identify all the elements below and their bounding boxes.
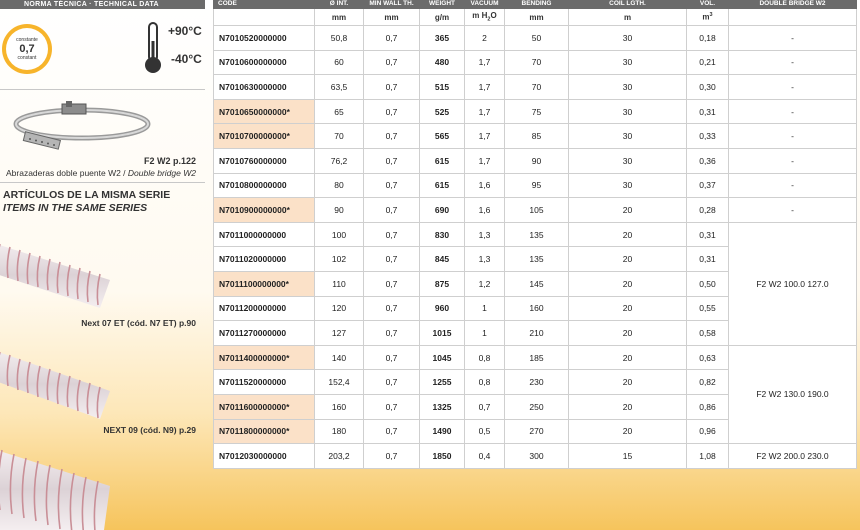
cell-double-bridge: - bbox=[729, 50, 857, 75]
cell-wall: 0,7 bbox=[364, 198, 420, 223]
col-header-int: Ø INT. bbox=[315, 0, 364, 9]
cell-coil: 30 bbox=[569, 99, 687, 124]
cell-bending: 70 bbox=[505, 50, 569, 75]
table-row bbox=[214, 345, 857, 370]
cell-weight: 845 bbox=[420, 247, 465, 272]
unit-cell: m bbox=[569, 9, 687, 26]
cell-coil: 20 bbox=[569, 394, 687, 419]
cell-vacuum: 1,3 bbox=[465, 222, 505, 247]
temperature-min: -40°C bbox=[171, 52, 202, 66]
cell-code: N7010800000000 bbox=[214, 173, 315, 198]
table-row bbox=[214, 50, 857, 75]
table-row bbox=[214, 124, 857, 149]
cell-code: N7010760000000 bbox=[214, 148, 315, 173]
cell-weight: 1850 bbox=[420, 444, 465, 469]
cell-weight: 960 bbox=[420, 296, 465, 321]
cell-weight: 615 bbox=[420, 148, 465, 173]
cell-int: 80 bbox=[315, 173, 364, 198]
cell-code: N7011800000000* bbox=[214, 419, 315, 444]
unit-cell: mm bbox=[505, 9, 569, 26]
cell-code: N7011100000000* bbox=[214, 271, 315, 296]
cell-int: 65 bbox=[315, 99, 364, 124]
cell-coil: 30 bbox=[569, 173, 687, 198]
cell-coil: 30 bbox=[569, 124, 687, 149]
cell-vol: 0,30 bbox=[687, 75, 729, 100]
cell-vacuum: 1,7 bbox=[465, 124, 505, 149]
cell-coil: 20 bbox=[569, 271, 687, 296]
cell-bending: 250 bbox=[505, 394, 569, 419]
col-header-bending: BENDING bbox=[505, 0, 569, 9]
table-row bbox=[214, 99, 857, 124]
cell-code: N7011400000000* bbox=[214, 345, 315, 370]
cell-vacuum: 1 bbox=[465, 321, 505, 346]
col-header-wall: MIN WALL TH. bbox=[364, 0, 420, 9]
cell-coil: 20 bbox=[569, 198, 687, 223]
cell-coil: 30 bbox=[569, 75, 687, 100]
cell-vacuum: 0,5 bbox=[465, 419, 505, 444]
cell-int: 180 bbox=[315, 419, 364, 444]
cell-coil: 20 bbox=[569, 222, 687, 247]
cell-code: N7011600000000* bbox=[214, 394, 315, 419]
cell-code: N7011270000000 bbox=[214, 321, 315, 346]
col-header-code: CODE bbox=[214, 0, 315, 9]
cell-bending: 230 bbox=[505, 370, 569, 395]
badge-value: 0,7 bbox=[19, 43, 35, 55]
cell-weight: 1325 bbox=[420, 394, 465, 419]
cell-vacuum: 1,2 bbox=[465, 271, 505, 296]
badge-bottom-label: constant bbox=[17, 55, 37, 61]
cell-double-bridge: F2 W2 100.0 127.0 bbox=[729, 222, 857, 345]
cell-wall: 0,7 bbox=[364, 173, 420, 198]
cell-vacuum: 0,7 bbox=[465, 394, 505, 419]
cell-wall: 0,7 bbox=[364, 271, 420, 296]
col-header-weight: WEIGHT bbox=[420, 0, 465, 9]
cell-coil: 30 bbox=[569, 50, 687, 75]
cell-code: N7012030000000 bbox=[214, 444, 315, 469]
cell-coil: 20 bbox=[569, 419, 687, 444]
cell-int: 127 bbox=[315, 321, 364, 346]
cell-vol: 0,21 bbox=[687, 50, 729, 75]
cell-weight: 365 bbox=[420, 26, 465, 51]
cell-vol: 0,96 bbox=[687, 419, 729, 444]
cell-double-bridge: - bbox=[729, 99, 857, 124]
cell-code: N7010650000000* bbox=[214, 99, 315, 124]
table-row bbox=[214, 444, 857, 469]
cell-vol: 0,63 bbox=[687, 345, 729, 370]
cell-int: 152,4 bbox=[315, 370, 364, 395]
col-header-vacuum: VACUUM bbox=[465, 0, 505, 9]
cell-code: N7010630000000 bbox=[214, 75, 315, 100]
unit-text: m bbox=[702, 12, 710, 22]
cell-vol: 0,58 bbox=[687, 321, 729, 346]
cell-weight: 830 bbox=[420, 222, 465, 247]
cell-bending: 50 bbox=[505, 26, 569, 51]
cell-wall: 0,7 bbox=[364, 345, 420, 370]
cell-coil: 20 bbox=[569, 247, 687, 272]
cell-vacuum: 0,4 bbox=[465, 444, 505, 469]
cell-wall: 0,7 bbox=[364, 26, 420, 51]
table-row bbox=[214, 75, 857, 100]
cell-vol: 0,31 bbox=[687, 222, 729, 247]
cell-vacuum: 1,6 bbox=[465, 173, 505, 198]
clamp-reference: F2 W2 p.122 bbox=[143, 156, 196, 166]
cell-double-bridge: - bbox=[729, 26, 857, 51]
cell-code: N7011520000000 bbox=[214, 370, 315, 395]
cell-vacuum: 1,7 bbox=[465, 50, 505, 75]
badge-top-label: constante bbox=[16, 37, 38, 43]
cell-code: N7010520000000 bbox=[214, 26, 315, 51]
related-item-label[interactable]: Next 07 ET (cód. N7 ET) p.90 bbox=[81, 318, 196, 328]
col-header-vol: VOL. bbox=[687, 0, 729, 9]
table-row bbox=[214, 198, 857, 223]
cell-coil: 30 bbox=[569, 26, 687, 51]
left-column bbox=[0, 0, 205, 530]
cell-bending: 95 bbox=[505, 173, 569, 198]
cell-vol: 0,82 bbox=[687, 370, 729, 395]
cell-bending: 160 bbox=[505, 296, 569, 321]
cell-double-bridge: F2 W2 200.0 230.0 bbox=[729, 444, 857, 469]
cell-int: 50,8 bbox=[315, 26, 364, 51]
cell-vol: 0,31 bbox=[687, 247, 729, 272]
cell-vol: 0,18 bbox=[687, 26, 729, 51]
cell-coil: 30 bbox=[569, 148, 687, 173]
unit-cell: g/m bbox=[420, 9, 465, 26]
units-row bbox=[214, 9, 857, 26]
cell-vacuum: 1 bbox=[465, 296, 505, 321]
cell-coil: 20 bbox=[569, 321, 687, 346]
cell-weight: 565 bbox=[420, 124, 465, 149]
cell-wall: 0,7 bbox=[364, 148, 420, 173]
cell-wall: 0,7 bbox=[364, 321, 420, 346]
cell-wall: 0,7 bbox=[364, 296, 420, 321]
cell-int: 70 bbox=[315, 124, 364, 149]
cell-weight: 1045 bbox=[420, 345, 465, 370]
table-body bbox=[214, 26, 857, 469]
unit-cell bbox=[214, 9, 315, 26]
unit-cell-vacuum bbox=[465, 9, 505, 26]
divider bbox=[0, 89, 205, 90]
cell-double-bridge: - bbox=[729, 173, 857, 198]
cell-int: 160 bbox=[315, 394, 364, 419]
unit-text: m H bbox=[472, 11, 488, 21]
cell-double-bridge: - bbox=[729, 124, 857, 149]
cell-bending: 70 bbox=[505, 75, 569, 100]
cell-vacuum: 1,6 bbox=[465, 198, 505, 223]
cell-coil: 15 bbox=[569, 444, 687, 469]
cell-wall: 0,7 bbox=[364, 124, 420, 149]
cell-vacuum: 1,7 bbox=[465, 99, 505, 124]
cell-vol: 0,50 bbox=[687, 271, 729, 296]
cell-wall: 0,7 bbox=[364, 75, 420, 100]
cell-wall: 0,7 bbox=[364, 419, 420, 444]
unit-superscript: 3 bbox=[709, 12, 713, 19]
thermometer-icon bbox=[142, 21, 164, 75]
temperature-max: +90°C bbox=[168, 24, 202, 38]
cell-bending: 185 bbox=[505, 345, 569, 370]
cell-coil: 20 bbox=[569, 345, 687, 370]
cell-weight: 690 bbox=[420, 198, 465, 223]
cell-vol: 0,86 bbox=[687, 394, 729, 419]
clamp-caption bbox=[6, 168, 196, 178]
cell-int: 76,2 bbox=[315, 148, 364, 173]
cell-vacuum: 1,7 bbox=[465, 75, 505, 100]
cell-vol: 0,33 bbox=[687, 124, 729, 149]
cell-weight: 515 bbox=[420, 75, 465, 100]
related-item-label[interactable]: NEXT 09 (cód. N9) p.29 bbox=[103, 425, 196, 435]
table-row bbox=[214, 173, 857, 198]
clamp-caption-en: Double bridge W2 bbox=[127, 168, 196, 178]
cell-vol: 0,31 bbox=[687, 99, 729, 124]
wall-thickness-badge bbox=[2, 24, 52, 74]
cell-vacuum: 1,7 bbox=[465, 148, 505, 173]
cell-weight: 1490 bbox=[420, 419, 465, 444]
cell-vol: 0,28 bbox=[687, 198, 729, 223]
cell-weight: 1255 bbox=[420, 370, 465, 395]
header-row bbox=[214, 0, 857, 9]
cell-bending: 300 bbox=[505, 444, 569, 469]
cell-coil: 20 bbox=[569, 296, 687, 321]
cell-bending: 90 bbox=[505, 148, 569, 173]
cell-weight: 525 bbox=[420, 99, 465, 124]
cell-wall: 0,7 bbox=[364, 99, 420, 124]
cell-int: 100 bbox=[315, 222, 364, 247]
table-row bbox=[214, 26, 857, 51]
cell-vacuum: 0,8 bbox=[465, 370, 505, 395]
cell-coil: 20 bbox=[569, 370, 687, 395]
hose-image bbox=[0, 335, 124, 421]
cell-code: N7010700000000* bbox=[214, 124, 315, 149]
divider bbox=[0, 182, 205, 183]
cell-vol: 0,55 bbox=[687, 296, 729, 321]
badge-inner bbox=[6, 28, 48, 70]
unit-cell-vol bbox=[687, 9, 729, 26]
cell-int: 90 bbox=[315, 198, 364, 223]
table-row bbox=[214, 222, 857, 247]
cell-int: 140 bbox=[315, 345, 364, 370]
cell-code: N7011000000000 bbox=[214, 222, 315, 247]
cell-wall: 0,7 bbox=[364, 247, 420, 272]
cell-bending: 210 bbox=[505, 321, 569, 346]
cell-vol: 0,37 bbox=[687, 173, 729, 198]
cell-bending: 75 bbox=[505, 99, 569, 124]
unit-cell bbox=[729, 9, 857, 26]
cell-wall: 0,7 bbox=[364, 50, 420, 75]
cell-vacuum: 0,8 bbox=[465, 345, 505, 370]
cell-vol: 0,36 bbox=[687, 148, 729, 173]
series-title: ARTÍCULOS DE LA MISMA SERIE bbox=[3, 189, 171, 201]
hose-image bbox=[0, 440, 124, 530]
cell-double-bridge: F2 W2 130.0 190.0 bbox=[729, 345, 857, 443]
cell-int: 60 bbox=[315, 50, 364, 75]
cell-bending: 135 bbox=[505, 222, 569, 247]
unit-subscript: 2 bbox=[487, 16, 491, 23]
cell-weight: 480 bbox=[420, 50, 465, 75]
cell-vacuum: 1,3 bbox=[465, 247, 505, 272]
col-header-double-bridge: DOUBLE BRIDGE W2 bbox=[729, 0, 857, 9]
cell-code: N7010600000000 bbox=[214, 50, 315, 75]
cell-wall: 0,7 bbox=[364, 370, 420, 395]
cell-vacuum: 2 bbox=[465, 26, 505, 51]
cell-wall: 0,7 bbox=[364, 394, 420, 419]
cell-bending: 270 bbox=[505, 419, 569, 444]
cell-double-bridge: - bbox=[729, 198, 857, 223]
unit-text: O bbox=[490, 11, 497, 21]
table-row bbox=[214, 148, 857, 173]
cell-int: 120 bbox=[315, 296, 364, 321]
col-header-coil: COIL LGTH. bbox=[569, 0, 687, 9]
cell-weight: 615 bbox=[420, 173, 465, 198]
cell-wall: 0,7 bbox=[364, 222, 420, 247]
clamp-caption-es: Abrazaderas doble puente W2 / bbox=[6, 168, 128, 178]
cell-int: 110 bbox=[315, 271, 364, 296]
hose-image bbox=[0, 222, 124, 308]
cell-bending: 85 bbox=[505, 124, 569, 149]
double-bridge-clamp-image bbox=[4, 100, 154, 160]
cell-vol: 1,08 bbox=[687, 444, 729, 469]
cell-double-bridge: - bbox=[729, 148, 857, 173]
cell-weight: 875 bbox=[420, 271, 465, 296]
cell-bending: 145 bbox=[505, 271, 569, 296]
cell-double-bridge: - bbox=[729, 75, 857, 100]
cell-bending: 135 bbox=[505, 247, 569, 272]
cell-code: N7011020000000 bbox=[214, 247, 315, 272]
unit-cell: mm bbox=[364, 9, 420, 26]
cell-code: N7011200000000 bbox=[214, 296, 315, 321]
specs-table bbox=[213, 0, 857, 469]
series-subtitle: ITEMS IN THE SAME SERIES bbox=[3, 202, 148, 214]
cell-int: 63,5 bbox=[315, 75, 364, 100]
cell-weight: 1015 bbox=[420, 321, 465, 346]
cell-int: 203,2 bbox=[315, 444, 364, 469]
cell-int: 102 bbox=[315, 247, 364, 272]
cell-wall: 0,7 bbox=[364, 444, 420, 469]
unit-cell: mm bbox=[315, 9, 364, 26]
section-banner: NORMA TÉCNICA · TECHNICAL DATA bbox=[0, 0, 205, 9]
cell-bending: 105 bbox=[505, 198, 569, 223]
cell-code: N7010900000000* bbox=[214, 198, 315, 223]
